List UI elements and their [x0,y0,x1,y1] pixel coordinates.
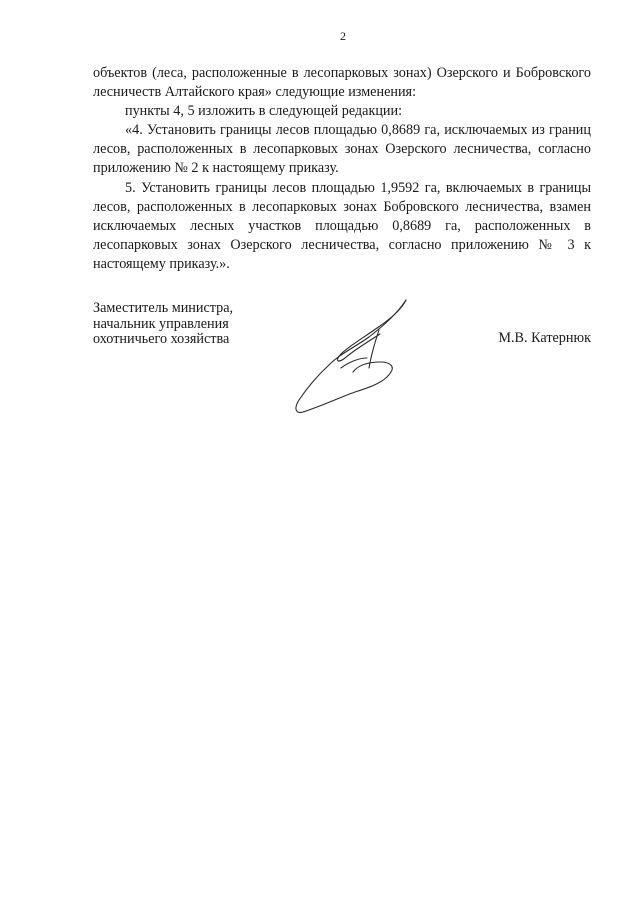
document-body [93,64,591,274]
signer-position [93,301,233,348]
handwritten-signature [285,292,415,422]
signature-stroke-loop [338,300,406,361]
signature-stroke-main [296,300,406,412]
signer-position-line: охотничьего хозяйства [93,331,230,347]
page-number: 2 [340,29,346,43]
signer-name: М.В. Катернюк [498,330,591,346]
signature-stroke-hook [341,358,367,368]
paragraph-points: пункты 4, 5 изложить в следующей редакции: [125,103,403,120]
paragraph-item-4: «4. Установить границы лесов площадью 0,8689 га, исключаемых из границ лесов, расположенных в лесопарковых зонах Озерского лесничества, согласно приложению № 2 к настоящему приказу. [93,122,591,177]
signer-position-line: начальник управления [93,315,229,332]
paragraph-intro: объектов (леса, расположенные в лесопарковых зонах) Озерского и Бобровского лесничеств Алтайского края» следующие изменения: [93,65,591,101]
paragraph-item-5: 5. Установить границы лесов площадью 1,9592 га, включаемых в границы лесов, расположенных в лесопарковых зонах Бобровского лесничества, взамен исключаемых лесных участков площадью 0,8689 га, расположенных в лесопарковых зонах Озерского лесничества, согласно приложению № 3 к настоящему приказу.». [93,179,591,272]
signer-position-line: Заместитель министра, [93,300,234,316]
